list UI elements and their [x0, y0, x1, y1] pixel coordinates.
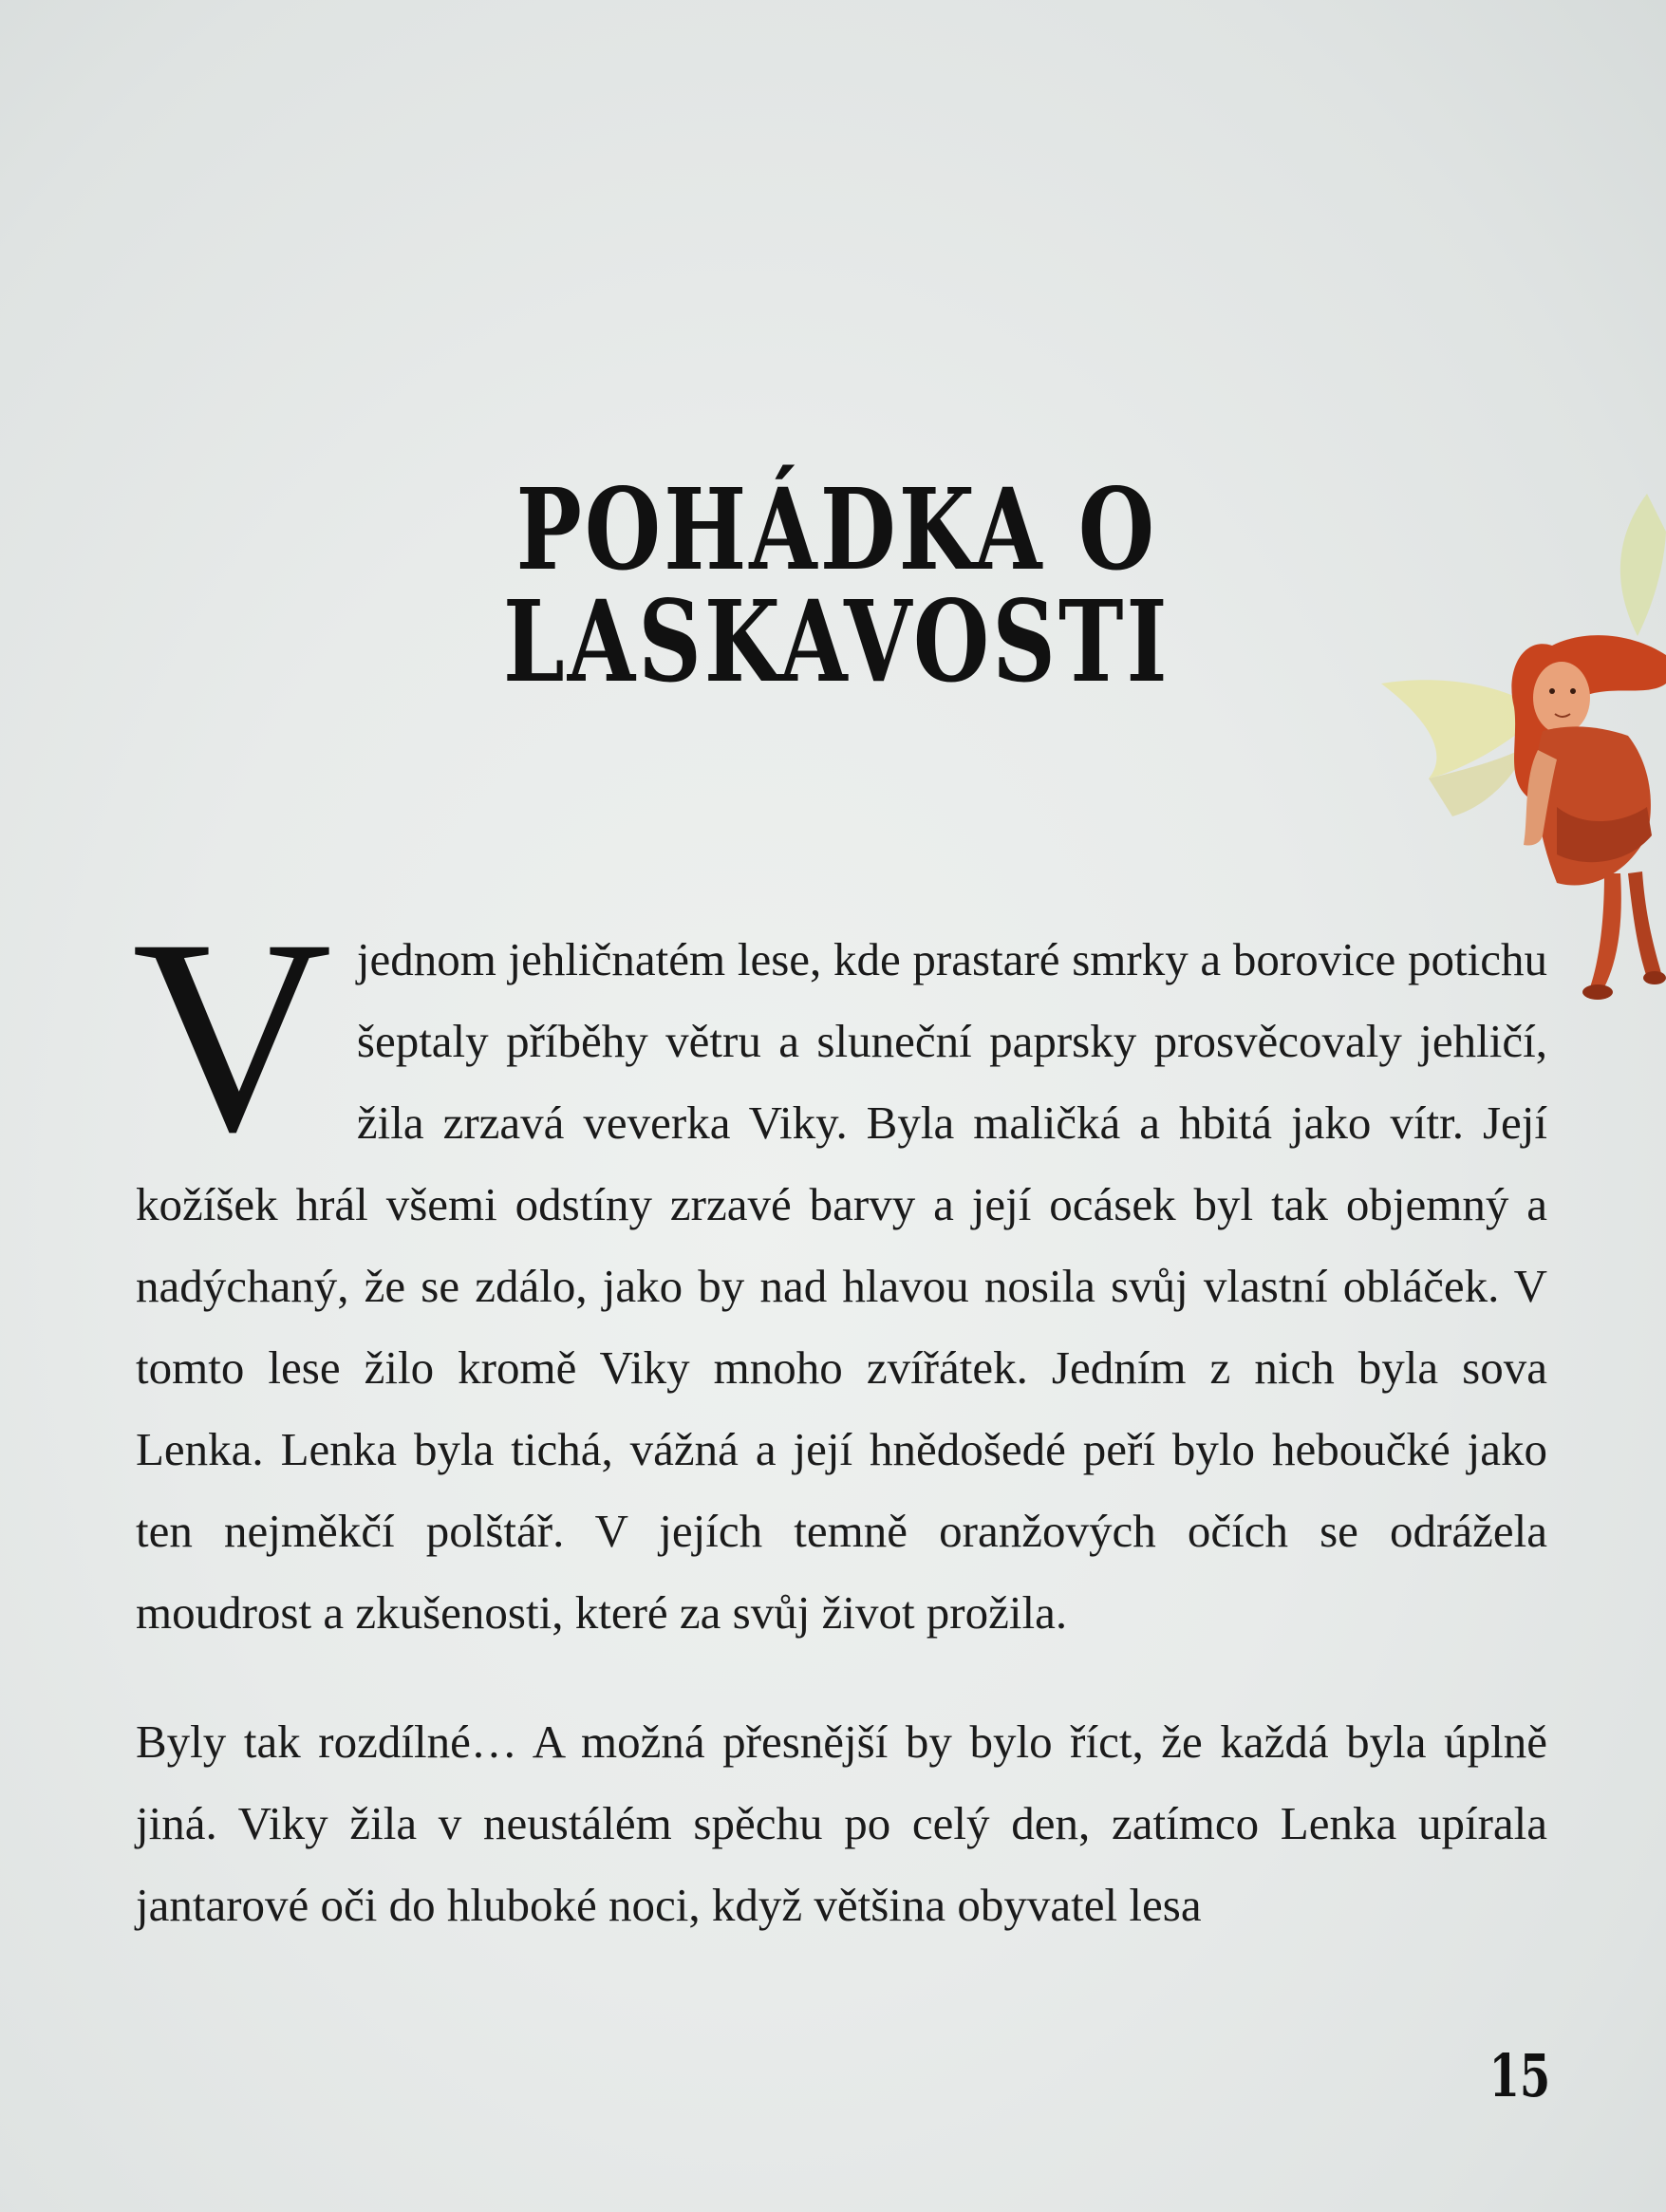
paragraph-1 [132, 883, 1547, 1654]
story-body [132, 883, 1547, 1946]
story-title: POHÁDKA O LASKAVOSTI [502, 463, 1170, 708]
paragraph-2: Byly tak rozdílné… A možná přesnější by bylo říct, že každá byla úplně jiná. Viky žila v neustálém spěchu po celý den, zatímco Lenka upírala jantarové oči do hluboké noci, když většina obyvatel lesa [136, 1715, 1547, 1931]
drop-cap: V [132, 883, 332, 1190]
paragraph-1-text: jednom jehličnatém lese, kde prastaré smrky a borovice potichu šeptaly příběhy větru a sluneční paprsky prosvěcovaly jehličí, žila zrzavá veverka Viky. Byla maličká a hbitá jako vítr. Její kožíšek hrál všemi odstíny zrzavé barvy a její ocásek byl tak objemný a nadýchaný, že se zdálo, jako by nad hlavou nosila svůj vlastní obláček. V tomto lese žilo kromě Viky mnoho zvířátek. Jedním z nich byla sova Lenka. Lenka byla tichá, vážná a její hnědošedé peří bylo heboučké jako ten nejměkčí polštář. V jejích temně oranžových očích se odrážela moudrost a zkušenosti, které za svůj život prožila. [136, 933, 1547, 1639]
page-number: 15 [1488, 2041, 1550, 2110]
